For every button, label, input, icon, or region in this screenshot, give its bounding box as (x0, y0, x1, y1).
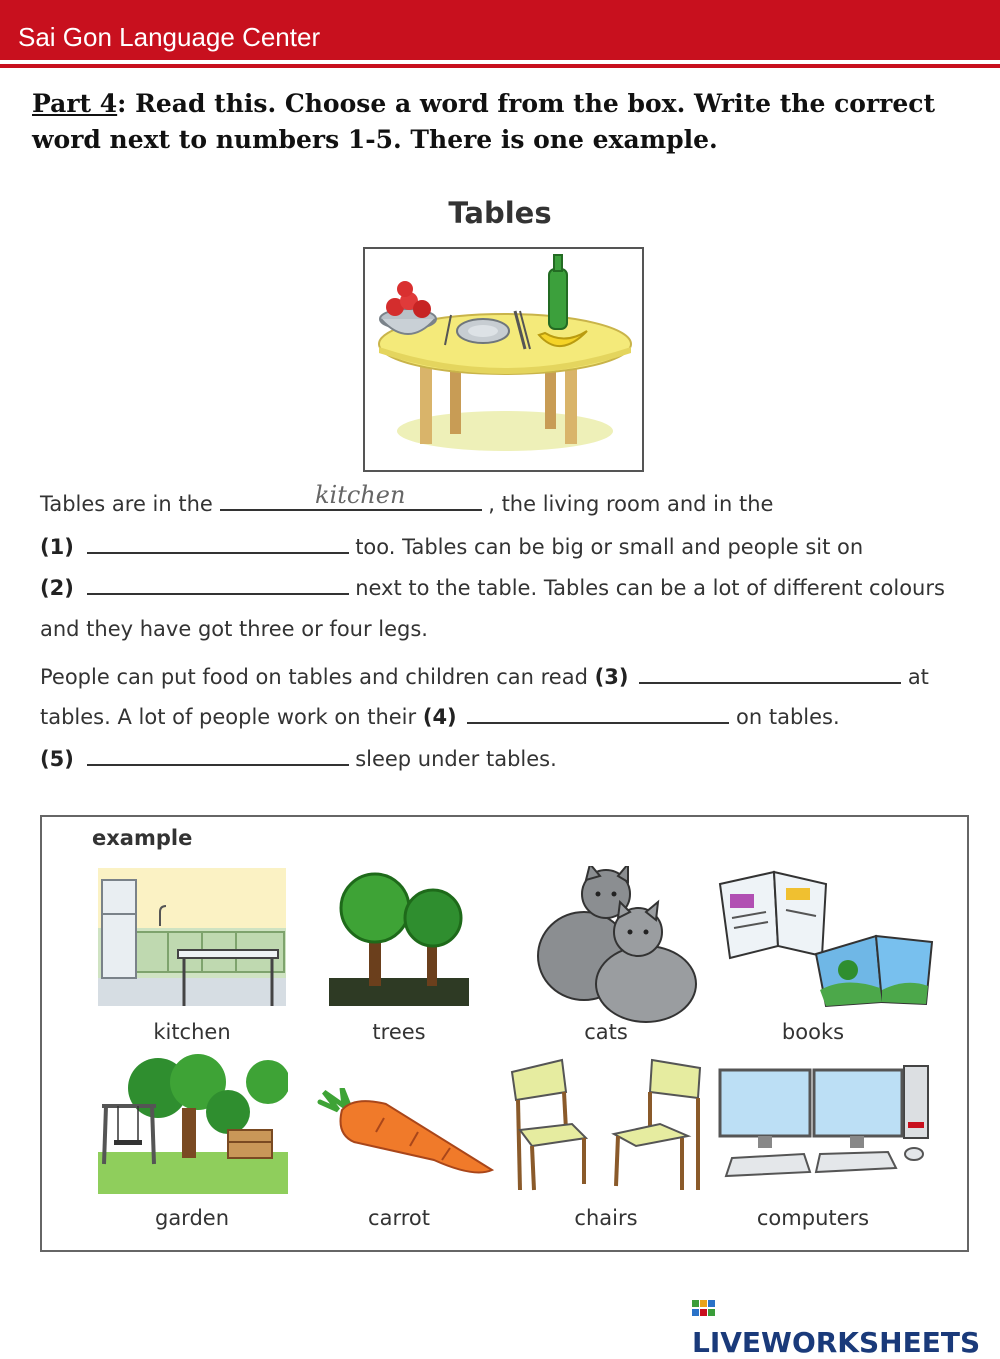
word-cats: cats (584, 1020, 628, 1044)
kitchen-picture (98, 868, 286, 1011)
example-label: example (92, 826, 193, 850)
liveworksheets-icon (692, 1296, 716, 1320)
story-text: at (907, 665, 929, 689)
word-garden: garden (154, 1206, 230, 1230)
story-line-2 (40, 534, 863, 559)
trees-picture (329, 866, 469, 1011)
story-text: next to the table. Tables can be a lot of different colours (355, 576, 945, 600)
answer-blank-5[interactable] (87, 746, 349, 766)
number-4: (4) (422, 705, 457, 729)
carrot-picture (314, 1088, 496, 1185)
story-text: on tables. (736, 705, 840, 729)
instructions (32, 86, 962, 158)
story-line-7 (40, 746, 557, 771)
story-title: Tables (448, 196, 552, 230)
answer-blank-3[interactable] (639, 664, 901, 684)
answer-blank-2[interactable] (87, 575, 349, 595)
story-text: tables. A lot of people work on their (40, 705, 417, 729)
word-trees: trees (372, 1020, 426, 1044)
story-line-3 (40, 575, 945, 600)
story-line-5 (40, 664, 929, 689)
story-text: too. Tables can be big or small and people sit on (355, 535, 864, 559)
story-line-6 (40, 704, 840, 729)
word-chairs: chairs (574, 1206, 638, 1230)
computers-picture (718, 1060, 932, 1199)
story-text: Tables are in the (40, 492, 213, 516)
word-kitchen: kitchen (153, 1020, 231, 1044)
table-illustration (363, 247, 644, 472)
word-computers: computers (756, 1206, 870, 1230)
chairs-picture (510, 1054, 704, 1199)
story-line-1 (40, 491, 773, 516)
books-picture (716, 866, 936, 1013)
liveworksheets-text: LIVEWORKSHEETS (692, 1326, 981, 1359)
word-carrot: carrot (368, 1206, 430, 1230)
instructions-text: : Read this. Choose a word from the box. Write the correct word next to numbers 1-5. There is one example. (32, 89, 936, 154)
part-label: Part 4 (32, 89, 118, 118)
header-divider (0, 64, 1000, 68)
liveworksheets-logo (692, 1293, 1000, 1359)
number-5: (5) (40, 747, 74, 771)
example-answer: kitchen (315, 481, 406, 509)
cats-picture (534, 866, 704, 1029)
number-1: (1) (40, 535, 74, 559)
word-books: books (781, 1020, 845, 1044)
number-2: (2) (40, 576, 74, 600)
story-text: People can put food on tables and children can read (40, 665, 588, 689)
number-3: (3) (594, 665, 629, 689)
answer-blank-1[interactable] (87, 534, 349, 554)
story-line-4: and they have got three or four legs. (40, 617, 428, 641)
header-title: Sai Gon Language Center (18, 22, 321, 52)
story-text: sleep under tables. (355, 747, 557, 771)
answer-blank-4[interactable] (467, 704, 729, 724)
garden-picture (98, 1054, 288, 1199)
story-text: , the living room and in the (488, 492, 774, 516)
